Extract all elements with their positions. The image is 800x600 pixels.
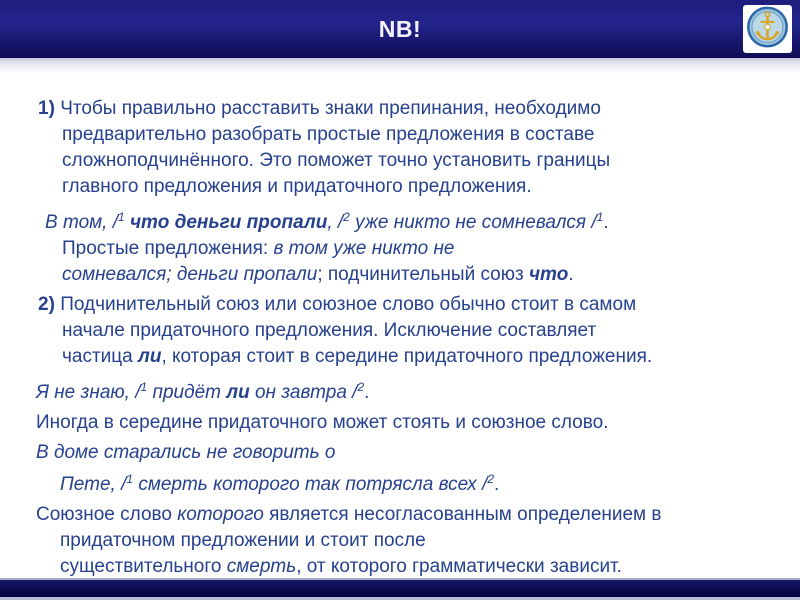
text-run: сложноподчинённого. Это поможет точно установить границы bbox=[62, 150, 611, 171]
text-run: ли bbox=[138, 346, 162, 367]
text-run: Чтобы правильно расставить знаки препинания, необходимо bbox=[60, 98, 601, 119]
text-run: , / bbox=[327, 212, 344, 233]
text-run: 2) bbox=[38, 294, 61, 315]
text-run: предварительно разобрать простые предложения в составе bbox=[62, 124, 595, 145]
text-run: ли bbox=[226, 382, 250, 403]
text-run: , от которого грамматически зависит. bbox=[296, 556, 622, 577]
text-run: 1 bbox=[118, 210, 125, 224]
text-run: существительного bbox=[60, 556, 227, 577]
text-run: В доме старались не говорить о bbox=[36, 442, 336, 463]
text-run: что деньги пропали bbox=[129, 212, 328, 233]
text-run: 1) bbox=[38, 98, 61, 119]
footer-bar bbox=[0, 580, 800, 597]
text-run: 1 bbox=[126, 472, 134, 486]
paragraph-6 bbox=[36, 440, 784, 498]
text-run: . bbox=[603, 212, 609, 233]
logo-plate bbox=[743, 5, 792, 53]
text-run: 2 bbox=[487, 472, 495, 486]
slide-body-text bbox=[36, 74, 784, 584]
paragraph-2 bbox=[36, 204, 784, 288]
paragraph-7 bbox=[36, 502, 784, 580]
text-run: Простые предложения: bbox=[62, 238, 274, 259]
text-run: ; подчинительный союз bbox=[317, 264, 529, 285]
text-run: В том, / bbox=[45, 212, 118, 233]
paragraph-5 bbox=[36, 410, 784, 436]
paragraph-1 bbox=[36, 96, 784, 200]
text-run: , которая стоит в середине придаточного предложения. bbox=[161, 346, 653, 367]
text-run: 1 bbox=[596, 210, 604, 224]
text-run: смерть bbox=[226, 556, 297, 577]
paragraph-3 bbox=[36, 292, 784, 370]
text-run: является несогласованным определением в bbox=[263, 504, 662, 525]
text-run: частица bbox=[62, 346, 139, 367]
text-run: Союзное слово bbox=[36, 504, 178, 525]
header-shadow-fade bbox=[0, 58, 800, 74]
slide-title: NB! bbox=[378, 15, 422, 42]
header-bar bbox=[0, 0, 800, 58]
text-run: Подчинительный союз или союзное слово обычно стоит в самом bbox=[60, 294, 637, 315]
text-run: . bbox=[364, 382, 370, 403]
text-run: в том уже никто не bbox=[273, 238, 455, 259]
paragraph-4 bbox=[36, 374, 784, 406]
text-run: 2 bbox=[357, 380, 365, 394]
text-run: придаточном предложении и стоит после bbox=[60, 530, 426, 551]
text-run: что bbox=[528, 264, 569, 285]
text-run: 2 bbox=[343, 210, 350, 224]
text-run: которого bbox=[177, 504, 264, 525]
text-run: Я не знаю, / bbox=[36, 382, 141, 403]
text-run: начале придаточного предложения. Исключение составляет bbox=[62, 320, 597, 341]
text-run: Пете, / bbox=[60, 474, 127, 495]
text-run: придёт bbox=[147, 382, 227, 403]
text-run: сомневался; деньги пропали bbox=[62, 264, 318, 285]
naval-academy-emblem-icon bbox=[745, 5, 790, 54]
text-run: уже никто не сомневался / bbox=[349, 212, 597, 233]
text-run: Иногда в середине придаточного может стоять и союзное слово. bbox=[36, 412, 609, 433]
text-run: он завтра / bbox=[249, 382, 358, 403]
text-run: . bbox=[494, 474, 500, 495]
text-run: 1 bbox=[140, 380, 148, 394]
text-run: . bbox=[568, 264, 574, 285]
text-run: смерть которого так потрясла всех / bbox=[133, 474, 488, 495]
text-run: главного предложения и придаточного предложения. bbox=[62, 176, 532, 197]
